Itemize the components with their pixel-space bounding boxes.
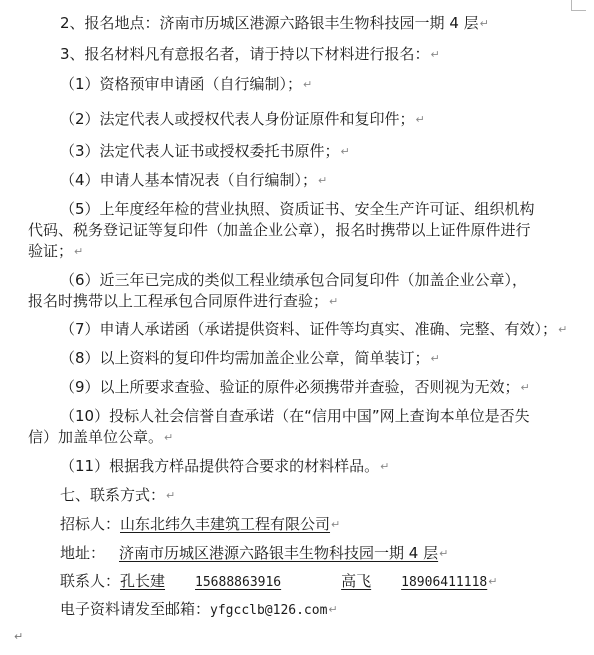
paragraph-mark-icon: ↵ bbox=[488, 575, 498, 588]
tenderer-label: 招标人： bbox=[60, 515, 121, 533]
paragraph-mark-icon: ↵ bbox=[166, 489, 176, 502]
paragraph-mark-icon: ↵ bbox=[331, 518, 341, 531]
paragraph-mark-icon: ↵ bbox=[318, 174, 328, 187]
doc-line-6: （4）申请人基本情况表（自行编制）；↵ bbox=[60, 171, 328, 189]
doc-line-8-cont: 报名时携带以上工程承包合同原件进行查验；↵ bbox=[28, 292, 339, 310]
doc-line-8: （6）近三年已完成的类似工程业绩承包合同复印件（加盖企业公章）， bbox=[60, 271, 528, 289]
doc-line-7-cont: 代码、税务登记证等复印件（加盖企业公章），报名时携带以上证件原件进行 bbox=[28, 221, 531, 239]
paragraph-mark-icon: ↵ bbox=[439, 547, 449, 560]
doc-line-4: （2）法定代表人或授权代表人身份证原件和复印件；↵ bbox=[60, 110, 425, 128]
doc-line-9: （7）申请人承诺函（承诺提供资料、证件等均真实、准确、完整、有效）；↵ bbox=[60, 320, 568, 338]
paragraph-mark-icon: ↵ bbox=[430, 352, 440, 365]
doc-line-2: 3、报名材料凡有意报名者，请于持以下材料进行报名：↵ bbox=[60, 45, 440, 63]
section-heading-contact: 七、联系方式：↵ bbox=[60, 486, 176, 504]
tenderer-value: 山东北纬久丰建筑工程有限公司 bbox=[120, 515, 331, 533]
address-value: 济南市历城区港源六路银丰生物科技园一期 4 层 bbox=[119, 544, 439, 562]
person1-name: 孔长建 bbox=[120, 572, 166, 590]
doc-line-7-end: 验证；↵ bbox=[28, 242, 84, 260]
doc-line-13: （11）根据我方样品提供符合要求的材料样品。↵ bbox=[60, 457, 390, 475]
paragraph-mark-icon: ↵ bbox=[329, 295, 339, 308]
doc-line-1: 2、报名地点：济南市历城区港源六路银丰生物科技园一期 4 层↵ bbox=[60, 14, 489, 32]
paragraph-mark-icon: ↵ bbox=[430, 48, 440, 61]
paragraph-mark-icon: ↵ bbox=[520, 381, 530, 394]
person-label: 联系人： bbox=[60, 572, 121, 590]
person1-phone: 15688863916 bbox=[195, 575, 282, 590]
person2-phone: 18906411118 bbox=[401, 575, 488, 590]
doc-line-12: （10）投标人社会信誉自查承诺（在“信用中国”网上查询本单位是否失 bbox=[60, 407, 530, 425]
email-label: 电子资料请发至邮箱： bbox=[60, 600, 211, 618]
person2-name: 高飞 bbox=[341, 572, 372, 590]
paragraph-mark-icon: ↵ bbox=[415, 113, 425, 126]
contact-person bbox=[60, 570, 497, 594]
paragraph-mark-icon: ↵ bbox=[14, 630, 24, 643]
doc-line-5: （3）法定代表人证书或授权委托书原件；↵ bbox=[60, 142, 350, 160]
person-values bbox=[120, 572, 487, 590]
email-value: yfgcclb@126.com bbox=[210, 603, 328, 618]
contact-address bbox=[60, 542, 448, 566]
contact-email bbox=[60, 598, 338, 622]
paragraph-mark-icon: ↵ bbox=[479, 17, 489, 30]
paragraph-mark-icon: ↵ bbox=[328, 603, 338, 616]
doc-line-11: （9）以上所要求查验、验证的原件必须携带并查验，否则视为无效；↵ bbox=[60, 378, 530, 396]
contact-tenderer bbox=[60, 513, 340, 537]
doc-line-10: （8）以上资料的复印件均需加盖企业公章，简单装订；↵ bbox=[60, 349, 440, 367]
address-value-wrap bbox=[105, 544, 438, 562]
paragraph-mark-icon: ↵ bbox=[74, 245, 84, 258]
address-label: 地址： bbox=[60, 544, 106, 562]
doc-line-12-cont: 信）加盖单位公章。↵ bbox=[28, 428, 174, 446]
page-corner-mark bbox=[571, 0, 586, 11]
paragraph-mark-icon: ↵ bbox=[303, 78, 313, 91]
doc-line-3: （1）资格预审申请函（自行编制）；↵ bbox=[60, 75, 313, 93]
paragraph-mark-icon: ↵ bbox=[558, 323, 568, 336]
paragraph-mark-icon: ↵ bbox=[340, 145, 350, 158]
paragraph-mark-icon: ↵ bbox=[164, 431, 174, 444]
paragraph-mark-icon: ↵ bbox=[380, 460, 390, 473]
doc-line-7: （5）上年度经年检的营业执照、资质证书、安全生产许可证、组织机构 bbox=[60, 200, 535, 218]
